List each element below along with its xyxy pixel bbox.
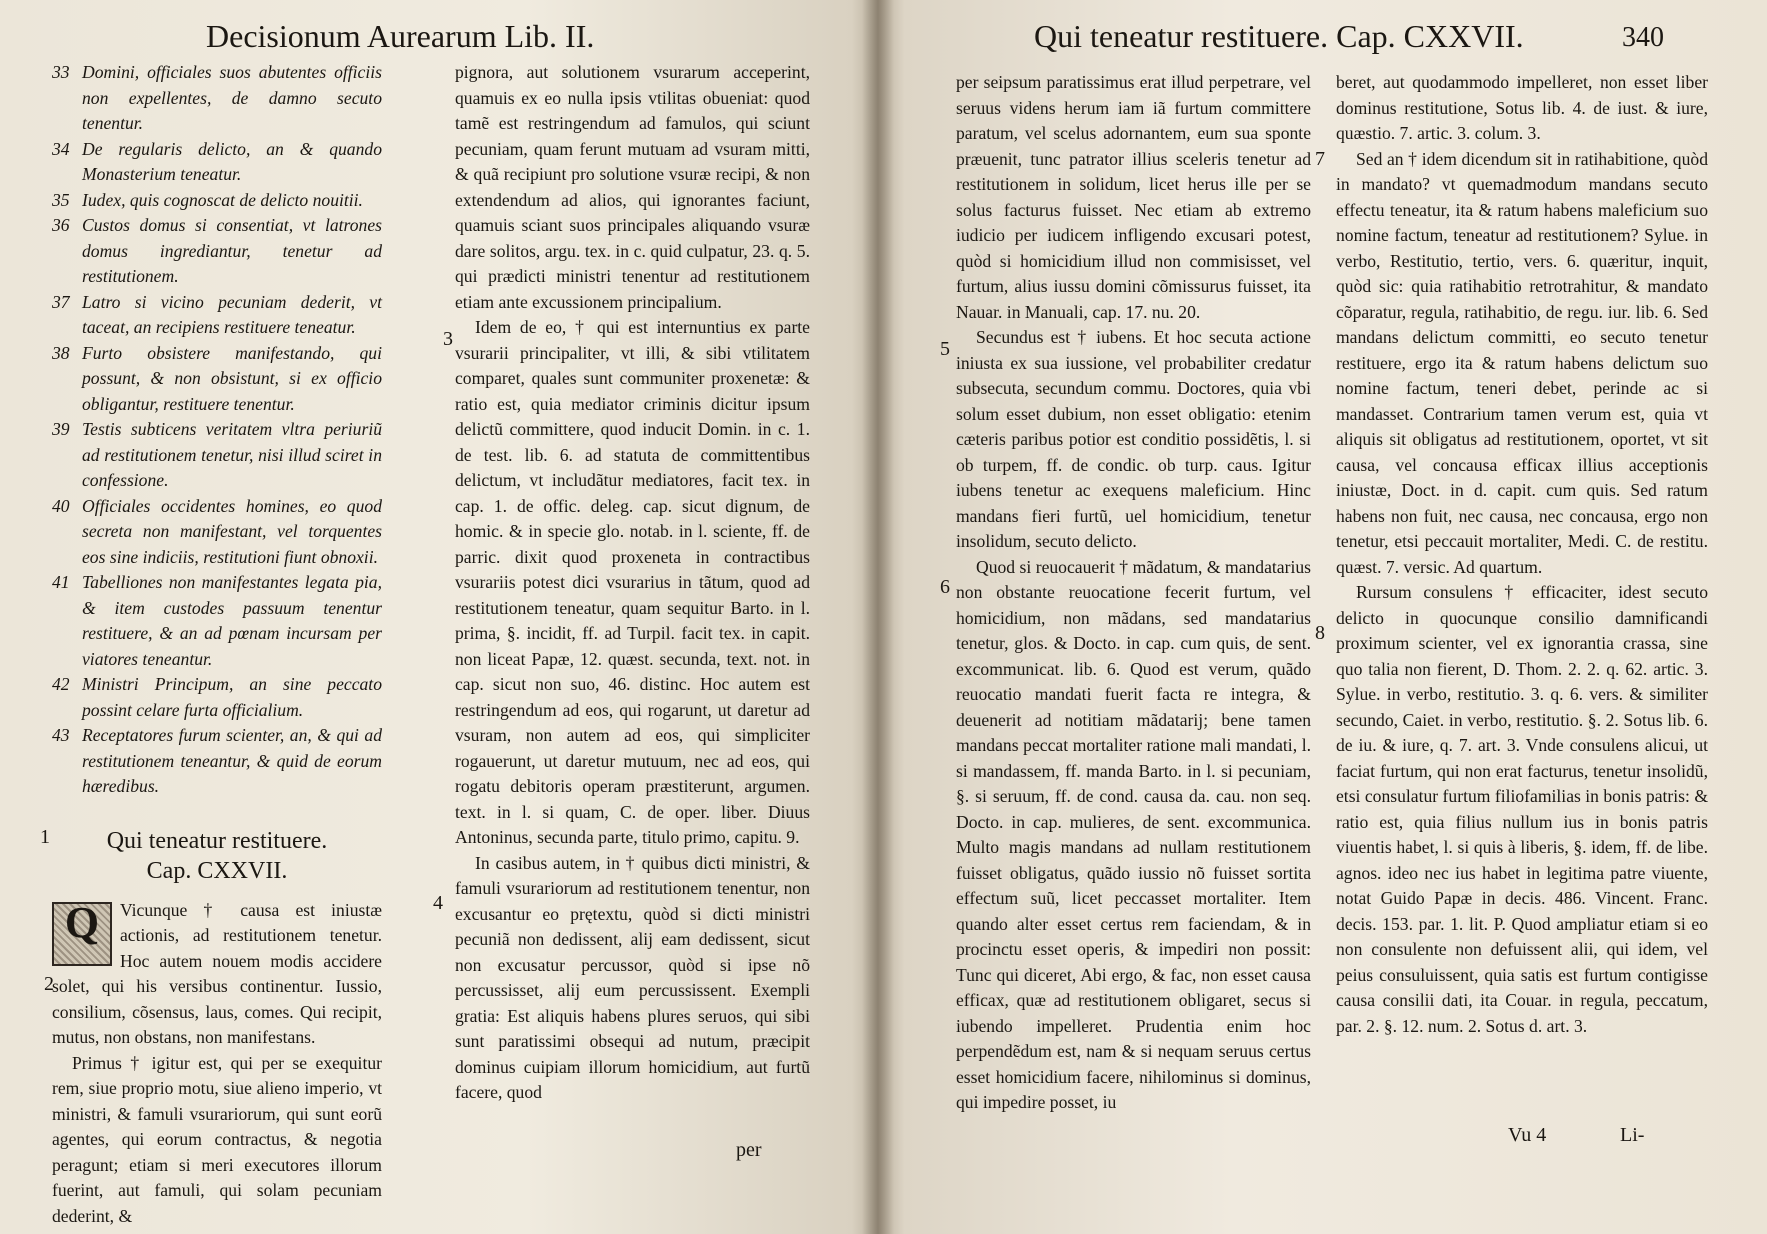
paragraph: In casibus autem, in † quibus dicti ministri, & famuli vsurariorum ad restitutionem tenentur, non excusantur eo prętextu, quòd si dicti ministri pecuniã non dedissent, alij eam dedissent, sicut non excusatur percussor, quòd si ipse nõ percussisset, alij eum percussissent. Exempli gratia: Est aliquis habens plures seruos, qui sibi sunt paratissimi obsequi ad nutum, præcipit dominus cuipiam illorum homicidium, aut furtũ facere, quod — [455, 852, 810, 1102]
margin-number: 7 — [1315, 148, 1325, 170]
index-entry: 42 Ministri Principum, an sine peccato possint celare furta officialium. — [52, 674, 382, 720]
paragraph: Idem de eo, † qui est internuntius ex parte vsurarii principaliter, vt illi, & sibi vtilitatem comparet, quales sunt communiter proxenetæ: & ratio est, quia mediator criminis dicitur ipsum delictũ committere, quod inducit Domin. in c. 1. de test. lib. 6. ad statuta de committentibus delictum, vt includãtur mediatores, facit tex. in cap. 1. de offic. deleg. cap. sicut dignum, de homic. & in specie glo. notab. in l. sciente, ff. de parric. dixit quod proxeneta in contractibus vsurariis potest dici vsurarius in tãtum, quod ad restitutionem teneatur, quam sequitur Barto. in l. prima, §. incidit, ff. ad Turpil. facit tex. in capit. non liceat Papæ, 12. quæst. secunda, text. not. in cap. sicut non suo, 46. distinc. Hoc autem est restringendum ad eos, qui rogarunt, ut daretur ad vsuram, non autem ad eos, qui simpliciter rogauerunt, ut daretur mutuum, nec ad eos, qui rogatu debitoris operam præstiterunt, argumen. text. in l. si quam, C. de oper. liber. Diuus Antoninus, secunda parte, titulo primo, capitu. 9. — [455, 317, 810, 847]
index-entry: 38 Furto obsistere manifestando, qui possunt, & non obsistunt, si ex officio obligantur, restituere tenentur. — [52, 342, 382, 414]
right-column-1 — [956, 70, 1311, 1116]
chapter-index — [52, 60, 382, 800]
margin-number: 8 — [1315, 622, 1325, 644]
left-column-2 — [455, 60, 810, 1106]
margin-number: 6 — [940, 576, 950, 598]
index-entry: 35 Iudex, quis cognoscat de delicto nouitii. — [52, 189, 363, 210]
chapter-title: Qui teneatur restituere. — [106, 827, 328, 854]
paragraph: per seipsum paratissimus erat illud perpetrare, vel seruus videns herum iam iã furtum committere paratum, vel scelus adornantem, eum sua sponte præuenit, tunc patrator illius sceleris tenetur ad restitutionem in solidum, licet herus ille per se solus facturus fuisset. Nec etiam ab extremo iudicio per iudicem infligendo excusari potest, quòd si homicidium illud non commisisset, vel furtum, alius iussu domini cõmissurus fuisset, ita Nauar. in Manuali, cap. 17. nu. 20. — [956, 72, 1311, 322]
index-entry: 40 Officiales occidentes homines, eo quod secreta non manifestant, vel torquentes eos sine indiciis, restitutioni fiunt obnoxii. — [52, 495, 382, 567]
catchword: per — [736, 1139, 762, 1161]
margin-number: 1 — [40, 826, 50, 848]
catchword: Li- — [1620, 1124, 1645, 1146]
paragraph: Quod si reuocauerit † mãdatum, & mandatarius non obstante reuocatione fecerit furtum, vel homicidium, non mãdans, sed mandatarius tenetur, glos. & Docto. in cap. cum quis, de sent. excommunicat. lib. 6. Quod est verum, quãdo reuocatio mandati fuerit facta re integra, & deuenerit ad notitiam mãdatarij; bene tamen mandans peccat mortaliter ratione mali mandati, l. si mandassem, ff. manda Barto. in l. si pecuniam, §. si seruum, ff. de cond. causa da. cau. non seq. Docto. in cap. mulieres, de sent. excommunica. Multo magis mandans ad nullam restitutionem fuisset obligatus, quãdo iussio nõ fuisset sortita effectum suũ, licet peccasset mortaliter. Item quando alter esset certus rem faciendam, & in procinctu esset operis, & impediri non possit: Tunc qui diceret, Abi ergo, & fac, non esset causa efficax, quæ ad restitutionem obligaret, secus si iubendo impelleret. Prudentia enim hoc perpendẽdum est, nam & si nequam seruus certus esset homicidium facere, nihilominus si dominus, qui impedire posset, iu — [956, 556, 1311, 1112]
signature-mark: Vu 4 — [1508, 1124, 1547, 1146]
margin-number: 3 — [443, 328, 453, 350]
chapter-number: Cap. CXXVII. — [146, 857, 288, 884]
margin-number: 4 — [433, 892, 443, 914]
right-running-head: Qui teneatur restituere. Cap. CXXVII. — [1034, 18, 1524, 54]
paragraph: Q Vicunque † causa est iniustæ actionis, ad restitutionem tenetur. Hoc autem nouem modis accidere solet, qui his versibus continentur. Iussio, consilium, cõsensus, laus, comes. Qui recipit, mutus, non obstans, non manifestans. — [52, 897, 382, 1047]
paragraph: Sed an † idem dicendum sit in ratihabitione, quòd in mandato? vt quemadmodum mandans secuto effectu teneatur, ita & ratum habens maleficium suo nomine factum, teneatur ad restitutionem? Sylue. in verbo, Restitutio, tertio, vers. 6. quæritur, inquit, quòd sic: quia ratihabitio retrotrahitur, & mandato cõparatur, regula, ratihabitio, de regu. iur. lib. 6. Sed mandans delictum committi, eo secuto tenetur restituere, ergo ita & ratum habens delictum suo nomine factum, teneri debet, perinde ac si mandasset. Contrarium tamen verum est, quia vt aliquis sit obligatus ad restitutionem, oportet, vt sit causa, vel concausa efficax illius acceptionis iniustæ, Doct. in d. capit. cum quis. Sed ratum habens non fuit, nec causa, nec concausa, ergo non tenetur, etsi peccauit mortaliter, Medi. C. de restitu. quæst. 7. versic. Ad quartum. — [1336, 148, 1708, 577]
paragraph: pignora, aut solutionem vsurarum acceperint, quamuis ex eo nulla ipsis vtilitas obueniat: quod tamẽ est restringendum ad famulos, qui sciunt pecuniam, quam ferunt mutuam ad vsuram mitti, & quã recipiunt pro solutione vsuræ recipi, & non extendendum ad alios, qui ignorantes faciunt, quamuis sciant suos principales aliquando vsuræ dare solitos, argu. tex. in c. quid culpatur, 23. q. 5. qui prædicti ministri tenentur ad restitutionem etiam ante excussionem principalium. — [455, 62, 810, 312]
right-column-2 — [1336, 70, 1708, 1039]
index-entry: 36 Custos domus si consentiat, vt latrones domus ingrediantur, tenetur ad restitutionem. — [52, 215, 382, 286]
right-page — [878, 0, 1767, 1234]
index-entry: 34 De regularis delicto, an & quando Monasterium teneatur. — [52, 138, 382, 184]
index-entry: 33 Domini, officiales suos abutentes officiis non expellentes, de damno secuto tenentur. — [52, 62, 382, 133]
index-entry: 37 Latro si vicino pecuniam dederit, vt taceat, an recipiens restituere teneatur. — [52, 291, 382, 337]
left-page — [0, 0, 878, 1234]
paragraph: Secundus est † iubens. Et hoc secuta actione iniusta ex sua iussione, vel probabiliter credatur subsecuta, secundum commu. Doctores, quia vbi solum esset dubium, non esset obligatio: etenim cæteris paribus potior est conditio possidẽtis, l. si ob turpem, ff. de condic. ob turp. caus. Igitur iubens tenetur ac exequens maleficium. Hinc mandans fieri furtũ, uel homicidium, tenetur insolidum, secuto delicto. — [956, 327, 1311, 551]
left-running-head: Decisionum Aurearum Lib. II. — [206, 18, 595, 54]
left-column-1 — [52, 60, 382, 1229]
index-entry: 39 Testis subticens veritatem vltra periuriũ ad restitutionem tenetur, nisi illud sciret in confessione. — [52, 419, 382, 490]
paragraph: Primus † igitur est, qui per se exequitur rem, siue proprio motu, siue alieno imperio, vt ministri, & famuli vsurariorum, qui sunt eorũ agentes, qui eorum contractus, & negotia peragunt; etiam si meri executores illorum fuerint, aut famuli, qui solam pecuniam dederint, & — [52, 1052, 382, 1226]
gutter-shadow — [862, 0, 894, 1234]
paragraph: beret, aut quodammodo impelleret, non esset liber dominus restitutione, Sotus lib. 4. de iust. & iure, quæstio. 7. artic. 3. colum. 3. — [1336, 72, 1708, 143]
folio-number: 340 — [1622, 22, 1664, 53]
drop-initial: Q — [52, 902, 112, 966]
paragraph: Rursum consulens † efficaciter, idest secuto delicto in quocunque consilio damnificandi proximum scienter, vel ex ignorantia crassa, sine quo talia non fierent, D. Thom. 2. 2. q. 62. artic. 3. Sylue. in verbo, restitutio. 3. q. 6. vers. & similiter secundo, Caiet. in verbo, restitutio. §. 2. Sotus lib. 6. de iu. & iure, q. 7. art. 3. Vnde consulens alicui, ut faciat furtum, qui non erat facturus, tenetur insolidũ, etsi consulatur furtum filiofamilias in bonis patris: & ratio est, quia filius nullum ius in bonis patris viuentis habet, l. si quis à liberis, §. idem, ff. de libe. agnos. ideo nec ius habet in legitima patre viuente, notat Guido Papæ in decis. 486. Vincent. Franc. decis. 153. par. 1. lit. P. Quod ampliatur etiam si eo non consulente non defuissent alii, qui idem, vel peius consuluissent, quia satis est furtum contigisse causa consilii dati, ita Couar. in regula, peccatum, par. 2. §. 12. num. 2. Sotus d. art. 3. — [1336, 582, 1708, 1036]
chapter-heading — [52, 826, 382, 886]
margin-number: 2 — [44, 973, 54, 995]
index-entry: 43 Receptatores furum scienter, an, & qui ad restitutionem teneantur, & quid de eorum hæredibus. — [52, 725, 382, 796]
margin-number: 5 — [940, 338, 950, 360]
index-entry: 41 Tabelliones non manifestantes legata pia, & item custodes passuum tenentur restituere, & an ad pœnam incursam per viatores teneantur. — [52, 572, 382, 669]
